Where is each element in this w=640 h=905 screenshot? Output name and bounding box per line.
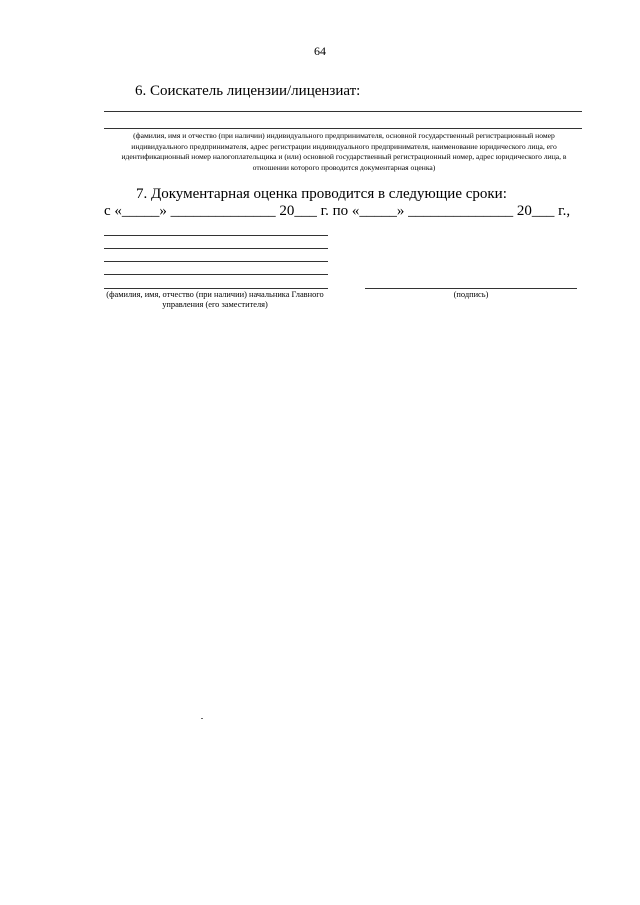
name-line-4 bbox=[104, 274, 328, 275]
signature-caption: (подпись) bbox=[453, 290, 489, 299]
signature-line bbox=[365, 288, 577, 289]
name-line-2 bbox=[104, 248, 328, 249]
scan-speck bbox=[201, 718, 203, 719]
name-line-5 bbox=[104, 288, 328, 289]
name-line-3 bbox=[104, 261, 328, 262]
page-number: 64 bbox=[314, 44, 326, 58]
official-name-caption: (фамилия, имя, отчество (при наличии) начальника Главного управления (его заместителя) bbox=[106, 290, 324, 310]
applicant-line-1 bbox=[104, 111, 582, 112]
section-6-heading: 6. Соискатель лицензии/лицензиат: bbox=[135, 83, 361, 99]
name-line-1 bbox=[104, 235, 328, 236]
applicant-caption: (фамилия, имя и отчество (при наличии) индивидуального предпринимателя, основной государственный регистрационный номер индивидуального предпринимателя, адрес регистрации индивидуального предпринимателя, наименование юридического лица, его идентификационный номер налогоплательщика и (или) основной государственный регистрационный номер, адрес юридического лица, в отношении которого проводится документарная оценка) bbox=[121, 131, 567, 172]
applicant-line-2 bbox=[104, 128, 582, 129]
dates-line: с «_____» ______________ 20___ г. по «_____» ______________ 20___ г., bbox=[104, 203, 571, 219]
section-7-heading: 7. Документарная оценка проводится в следующие сроки: bbox=[136, 186, 507, 202]
